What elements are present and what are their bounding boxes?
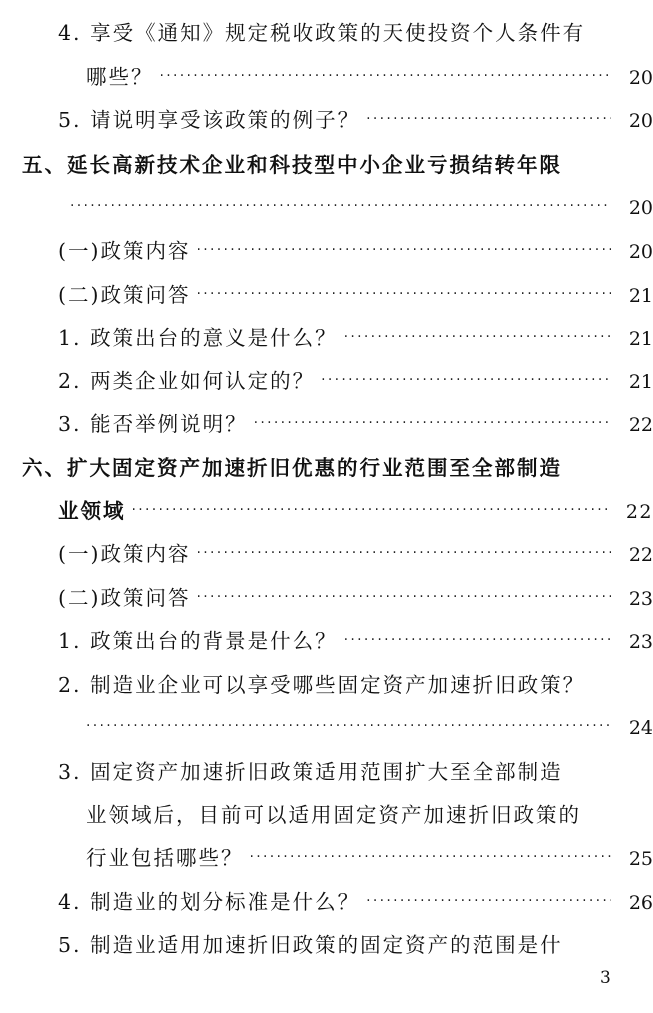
dot-leader [250, 842, 612, 872]
toc-section-heading[interactable] [0, 453, 653, 483]
toc-entry-text: 1. 政策出台的背景是什么？ [58, 629, 338, 653]
toc-entry[interactable] [0, 280, 653, 310]
toc-entry[interactable] [0, 843, 653, 873]
toc-entry-text: 行业包括哪些？ [86, 846, 244, 870]
toc-page-number: 26 [628, 892, 653, 914]
toc-entry-text: 1. 政策出台的意义是什么？ [58, 326, 338, 350]
toc-entry[interactable] [0, 236, 653, 266]
toc-page-number: 21 [628, 371, 653, 393]
dot-leader [86, 711, 611, 741]
dot-leader [366, 104, 611, 134]
toc-entry[interactable] [0, 539, 653, 569]
toc-entry[interactable] [0, 105, 653, 135]
toc-entry[interactable] [0, 887, 653, 917]
toc-entry-text: 4. 享受《通知》规定税收政策的天使投资个人条件有 [58, 21, 586, 45]
toc-section-title: 业领域 [58, 499, 126, 523]
toc-page-number: 20 [628, 241, 653, 263]
toc-entry-text: 5. 请说明享受该政策的例子？ [58, 108, 361, 132]
dot-leader [366, 886, 611, 916]
toc-entry-text: 4. 制造业的划分标准是什么？ [58, 890, 361, 914]
toc-entry[interactable] [0, 193, 653, 223]
toc-section-title: 六、扩大固定资产加速折旧优惠的行业范围至全部制造 [22, 456, 562, 480]
dot-leader [197, 235, 612, 265]
toc-entry-text: 5. 制造业适用加速折旧政策的固定资产的范围是什 [58, 933, 563, 957]
toc-entry[interactable] [0, 626, 653, 656]
toc-page-number: 21 [628, 285, 653, 307]
toc-page-number: 20 [628, 110, 653, 132]
toc-entry-text: 哪些？ [86, 65, 154, 89]
toc-entry[interactable] [0, 757, 653, 787]
toc-page-number: 22 [625, 501, 653, 523]
toc-page-number: 23 [628, 588, 653, 610]
dot-leader [344, 625, 611, 655]
toc-section-heading-cont[interactable] [0, 496, 653, 526]
toc-page-number: 22 [628, 414, 653, 436]
dot-leader [197, 279, 612, 309]
toc-entry[interactable] [0, 800, 653, 830]
dot-leader [254, 408, 611, 438]
dot-leader [344, 322, 611, 352]
dot-leader [197, 538, 612, 568]
toc-entry[interactable] [0, 323, 653, 353]
toc-entry-text: (一)政策内容 [58, 239, 191, 263]
dot-leader [197, 582, 612, 612]
toc-entry[interactable] [0, 366, 653, 396]
toc-page-number: 22 [628, 544, 653, 566]
toc-entry[interactable] [0, 62, 653, 92]
toc-page-number: 20 [628, 67, 653, 89]
toc-entry-text: (一)政策内容 [58, 542, 191, 566]
toc-entry-text: (二)政策问答 [58, 586, 191, 610]
toc-entry-text: 3. 固定资产加速折旧政策适用范围扩大至全部制造 [58, 760, 563, 784]
dot-leader [321, 365, 611, 395]
toc-entry-text: (二)政策问答 [58, 283, 191, 307]
page-number: 3 [600, 968, 611, 988]
toc-page-number: 20 [628, 197, 653, 219]
dot-leader [132, 495, 612, 525]
toc-entry[interactable] [0, 713, 653, 743]
toc-entry-text: 2. 两类企业如何认定的？ [58, 369, 316, 393]
toc-entry[interactable] [0, 583, 653, 613]
toc-entry[interactable] [0, 670, 653, 700]
toc-entry-text: 业领域后，目前可以适用固定资产加速折旧政策的 [86, 803, 581, 827]
dot-leader [160, 61, 612, 91]
dot-leader [70, 191, 611, 221]
toc-entry[interactable] [0, 409, 653, 439]
toc-entry-text: 2. 制造业企业可以享受哪些固定资产加速折旧政策？ [58, 673, 586, 697]
toc-section-heading[interactable] [0, 150, 653, 180]
toc-page-number: 25 [628, 848, 653, 870]
toc-entry-text: 3. 能否举例说明？ [58, 412, 248, 436]
toc-page-number: 23 [628, 631, 653, 653]
toc-page-number: 24 [628, 717, 653, 739]
toc-section-title: 五、延长高新技术企业和科技型中小企业亏损结转年限 [22, 153, 562, 177]
toc-entry[interactable] [0, 930, 653, 960]
toc-entry[interactable] [0, 18, 653, 48]
toc-page-number: 21 [628, 328, 653, 350]
